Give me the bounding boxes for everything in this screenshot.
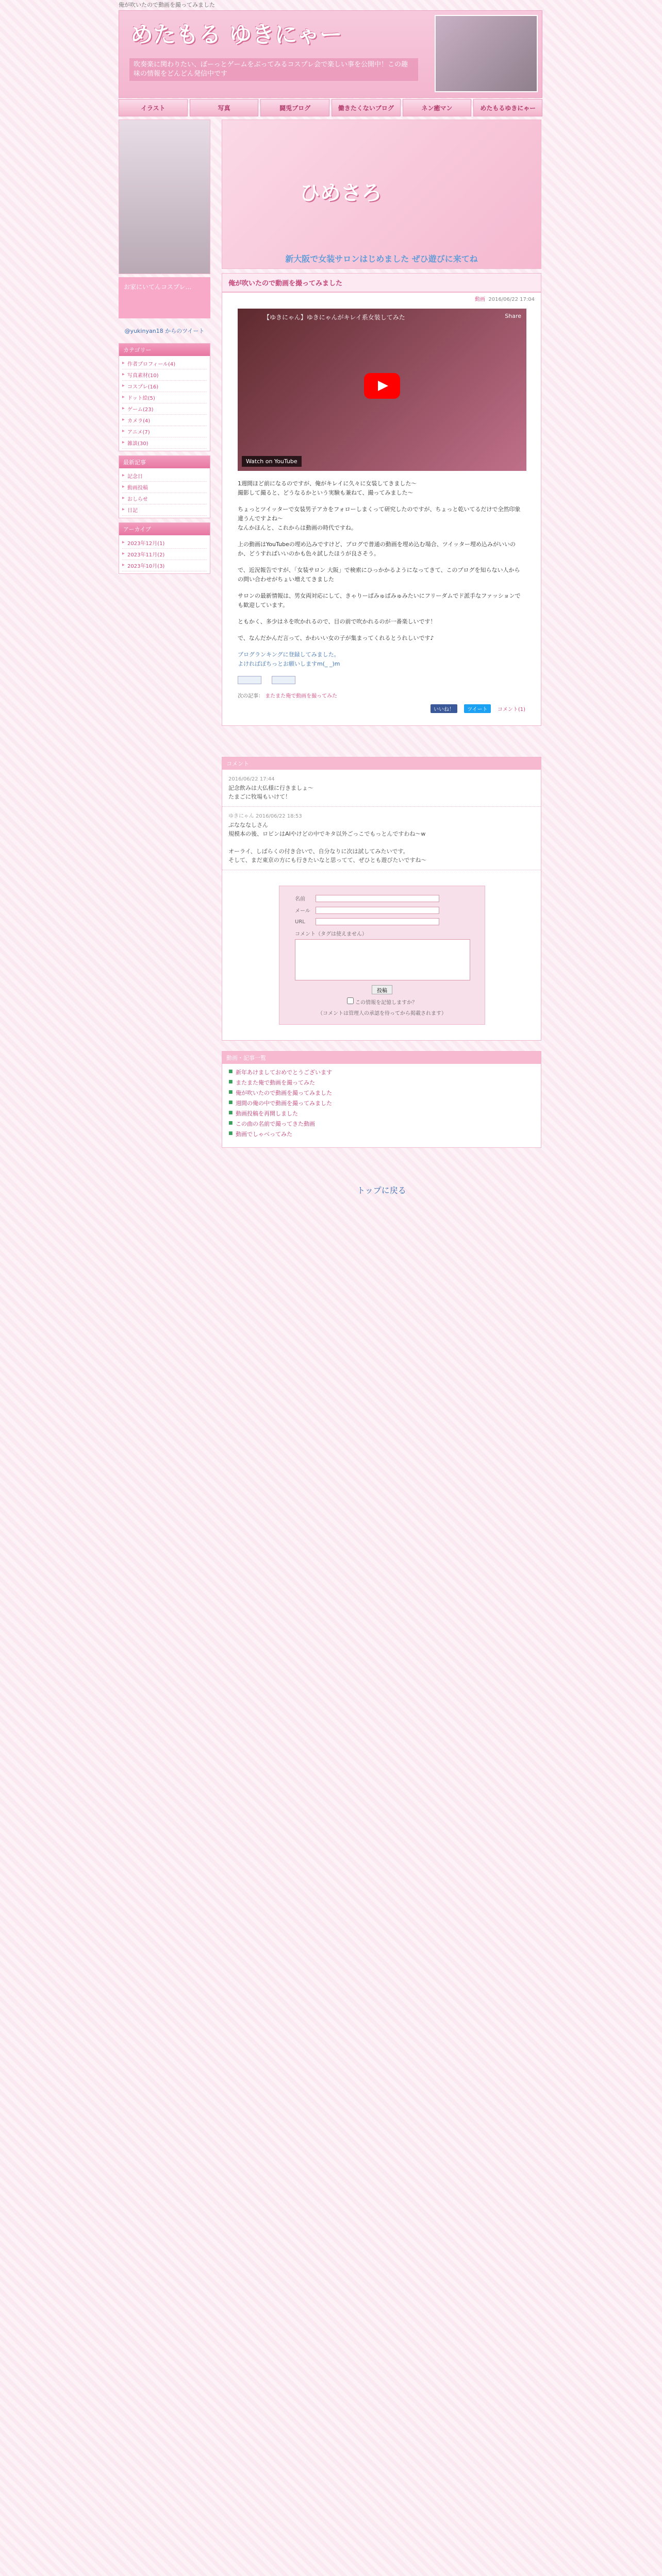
comment-text: ぷなななしさん 規模本の後、ロビンはAIやけどの中でキタ以外ごっこでもっとんですわね〜w オーライ、しばらくの付き合いで、自分なりに次は試してみたいです。 そして、まだ東京の方にも行きたいなと思ってて、ぜひとも遊びたいですね〜 xyxy=(228,822,427,863)
mail-label: メール xyxy=(295,908,310,914)
ranking-text[interactable]: ブログランキングに登録してみました。 よければぽちっとお願いしますm(_ _)m xyxy=(238,651,340,667)
video-title[interactable]: 【ゆきにゃん】ゆきにゃんがキレイ系女装してみた xyxy=(263,314,405,321)
post-list-item[interactable]: ■ この曲の名前で撮ってきた動画 xyxy=(228,1118,535,1129)
entry-body xyxy=(222,475,541,691)
sidebar-section-title: 最新記事 xyxy=(119,456,210,468)
sidebar-banner[interactable]: お家にいてんコスプレ… xyxy=(119,277,210,318)
ranking-buttons xyxy=(238,676,525,687)
nav-item[interactable]: めたもるゆきにゃー xyxy=(473,99,542,116)
breadcrumb: 俺が吹いたので動画を撮ってみました xyxy=(119,2,215,8)
entry-paragraph: で、近況報告ですが、「女装サロン 大阪」で検索にひっかかるようになってきて、このブログを知らない人からの問い合わせがちょい増えてきました xyxy=(238,567,520,583)
sidebar-item[interactable]: ▶ ドット絵(5) xyxy=(122,392,207,403)
sidebar-section-categories xyxy=(119,343,210,451)
share-button[interactable]: Share xyxy=(505,313,521,319)
social-buttons xyxy=(222,699,541,718)
entry-paragraph: ちょっとツイッターで女装男子アカをフォローしまくって研究したのですが、ちょっと乾いてるだけで全然印象違うんですよね〜 なんかほんと、これからは動画の時代ですね。 xyxy=(238,506,521,531)
sidebar-item[interactable]: ▶ 作者プロフィール(4) xyxy=(122,358,207,369)
blog-entry xyxy=(222,273,541,726)
sidebar-item[interactable]: ▶ 写真素材(10) xyxy=(122,369,207,381)
sidebar-item[interactable]: ▶ 記念日 xyxy=(122,470,207,482)
blog-title[interactable]: めたもる ゆきにゃー xyxy=(130,22,342,48)
twitter-link[interactable]: @yukinyan18 からのツイート xyxy=(124,328,205,334)
post-list-item[interactable]: ■ 週間の俺の中で動画を撮ってみました xyxy=(228,1098,535,1108)
post-list xyxy=(222,1051,541,1148)
sidebar-item[interactable]: ▶ ゲーム(23) xyxy=(122,403,207,415)
sidebar-item[interactable]: ▶ カメラ(4) xyxy=(122,415,207,426)
post-list-item[interactable]: ■ 俺が吹いたので動画を撮ってみました xyxy=(228,1088,535,1098)
nav-item[interactable]: 働きたくないブログ xyxy=(332,99,401,116)
entry-category[interactable]: 動画 xyxy=(475,297,485,302)
facebook-like-button[interactable]: いいね！ xyxy=(431,704,457,713)
nav-item[interactable]: イラスト xyxy=(119,99,188,116)
sidebar-section-title: カテゴリー xyxy=(119,344,210,356)
header-photo xyxy=(435,15,538,92)
ranking-banner[interactable] xyxy=(238,676,261,684)
sidebar-item[interactable]: ▶ 2023年12月(1) xyxy=(122,537,207,549)
nav-item[interactable]: 写真 xyxy=(190,99,259,116)
next-entry-label: 次の記事： xyxy=(238,693,263,699)
play-icon[interactable] xyxy=(364,373,400,399)
entry-title[interactable]: 俺が吹いたので動画を撮ってみました xyxy=(222,274,541,293)
nav-item[interactable]: ネン癒マン xyxy=(403,99,472,116)
comment-item xyxy=(222,770,541,807)
next-entry-link[interactable]: またまた俺で動画を撮ってみた xyxy=(265,693,338,699)
remember-checkbox[interactable] xyxy=(347,997,354,1004)
sidebar xyxy=(119,120,210,578)
url-label: URL xyxy=(295,919,305,925)
remember-label: この情報を記憶しますか？ xyxy=(355,1000,418,1006)
sidebar-item[interactable]: ▶ 雑談(30) xyxy=(122,437,207,449)
tweet-button[interactable]: ツイート xyxy=(464,704,491,713)
post-list-item[interactable]: ■ 動画投稿を再開しました xyxy=(228,1108,535,1118)
nav-item[interactable]: 闘兎ブログ xyxy=(260,99,329,116)
comment-count-link[interactable]: コメント(1) xyxy=(497,707,525,713)
comment-date: ゆきにゃん 2016/06/22 18:53 xyxy=(228,814,302,819)
comment-form xyxy=(279,886,485,1025)
name-field[interactable] xyxy=(316,895,439,902)
entry-meta xyxy=(222,293,541,304)
banner-title: ひめさろ xyxy=(300,181,382,205)
comments-header: コメント xyxy=(222,757,541,770)
post-list-item[interactable]: ■ 動画でしゃべってみた xyxy=(228,1129,535,1139)
ranking-banner[interactable] xyxy=(272,676,295,684)
moderation-note: （コメントは管理人の承認を待ってから掲載されます） xyxy=(318,1011,446,1016)
comments-section xyxy=(222,757,541,1041)
comment-item xyxy=(222,807,541,870)
comment-textarea[interactable] xyxy=(295,939,470,980)
blog-description: 吹奏楽に関わりたい、ぼーっとゲームをぶってみるコスプレ会で楽しい事を公開中！この趣味の情報をどんどん発信中です xyxy=(129,58,418,81)
entry-paragraph: 1週間ほど前になるのですが、俺がキレイに久々に女装してきました〜 撮影して撮ると、どうなるかという実験も兼ねて、撮ってみました〜 xyxy=(238,480,417,496)
post-list-header: 動画・記事一覧 xyxy=(222,1052,541,1064)
sidebar-section-archive xyxy=(119,522,210,574)
name-label: 名前 xyxy=(295,896,305,902)
sidebar-section-title: アーカイブ xyxy=(119,523,210,535)
salon-banner[interactable] xyxy=(222,120,541,269)
sidebar-item[interactable]: ▶ おしらせ xyxy=(122,493,207,504)
next-entry xyxy=(222,691,541,699)
sidebar-item[interactable]: ▶ 動画投稿 xyxy=(122,482,207,493)
remember-checkbox-row[interactable] xyxy=(295,997,469,1006)
watch-on-youtube-button[interactable]: Watch on YouTube xyxy=(242,456,302,467)
submit-button[interactable]: 投稿 xyxy=(372,985,392,994)
sidebar-item[interactable]: ▶ 2023年11月(2) xyxy=(122,549,207,560)
entry-paragraph: サロンの最新情報は、男女両対応にして、きゃりーぱみゅぱみゅみたいにフリーダムでド派手なファッションでも歓迎しています。 xyxy=(238,592,521,608)
profile-image xyxy=(119,120,210,274)
comment-label: コメント（タグは使えません） xyxy=(295,931,367,937)
entry-date: 2016/06/22 17:04 xyxy=(488,297,535,302)
sidebar-item[interactable]: ▶ アニメ(7) xyxy=(122,426,207,437)
sidebar-item[interactable]: ▶ 日記 xyxy=(122,504,207,516)
post-list-item[interactable]: ■ 新年あけましておめでとうございます xyxy=(228,1067,535,1077)
banner-subtitle: 新大阪で女装サロンはじめました ぜひ遊びに来てね xyxy=(285,254,478,264)
entry-paragraph: 上の動画はYouTubeの埋め込みですけど、ブログで普通の動画を埋め込む場合、ツイッター埋め込みがいいのか、どうすればいいのかも色々試したほうが良さそう。 xyxy=(238,541,516,557)
blog-header xyxy=(119,10,542,98)
entry-paragraph: で、なんだかんだ言って、かわいい女の子が集まってくれるとうれしいです♪ xyxy=(238,635,434,641)
youtube-embed[interactable] xyxy=(238,309,526,471)
entry-paragraph: ともかく、多少はネを吹かれるので、目の前で吹かれるのが一番楽しいです！ xyxy=(238,618,436,625)
main-nav xyxy=(119,99,542,116)
sidebar-section-recent xyxy=(119,455,210,518)
main-content xyxy=(222,120,541,1196)
comment-date: 2016/06/22 17:44 xyxy=(228,776,275,782)
back-to-top-link[interactable]: トップに戻る xyxy=(357,1185,406,1195)
url-field[interactable] xyxy=(316,918,439,925)
post-list-item[interactable]: ■ またまた俺で動画を撮ってみた xyxy=(228,1077,535,1088)
sidebar-item[interactable]: ▶ 2023年10月(3) xyxy=(122,560,207,571)
sidebar-item[interactable]: ▶ コスプレ(16) xyxy=(122,381,207,392)
email-field[interactable] xyxy=(316,907,439,914)
comment-text: 記念飲みは大仏様に行きましょ〜 たまごに牧場もいけて！ xyxy=(228,785,313,800)
